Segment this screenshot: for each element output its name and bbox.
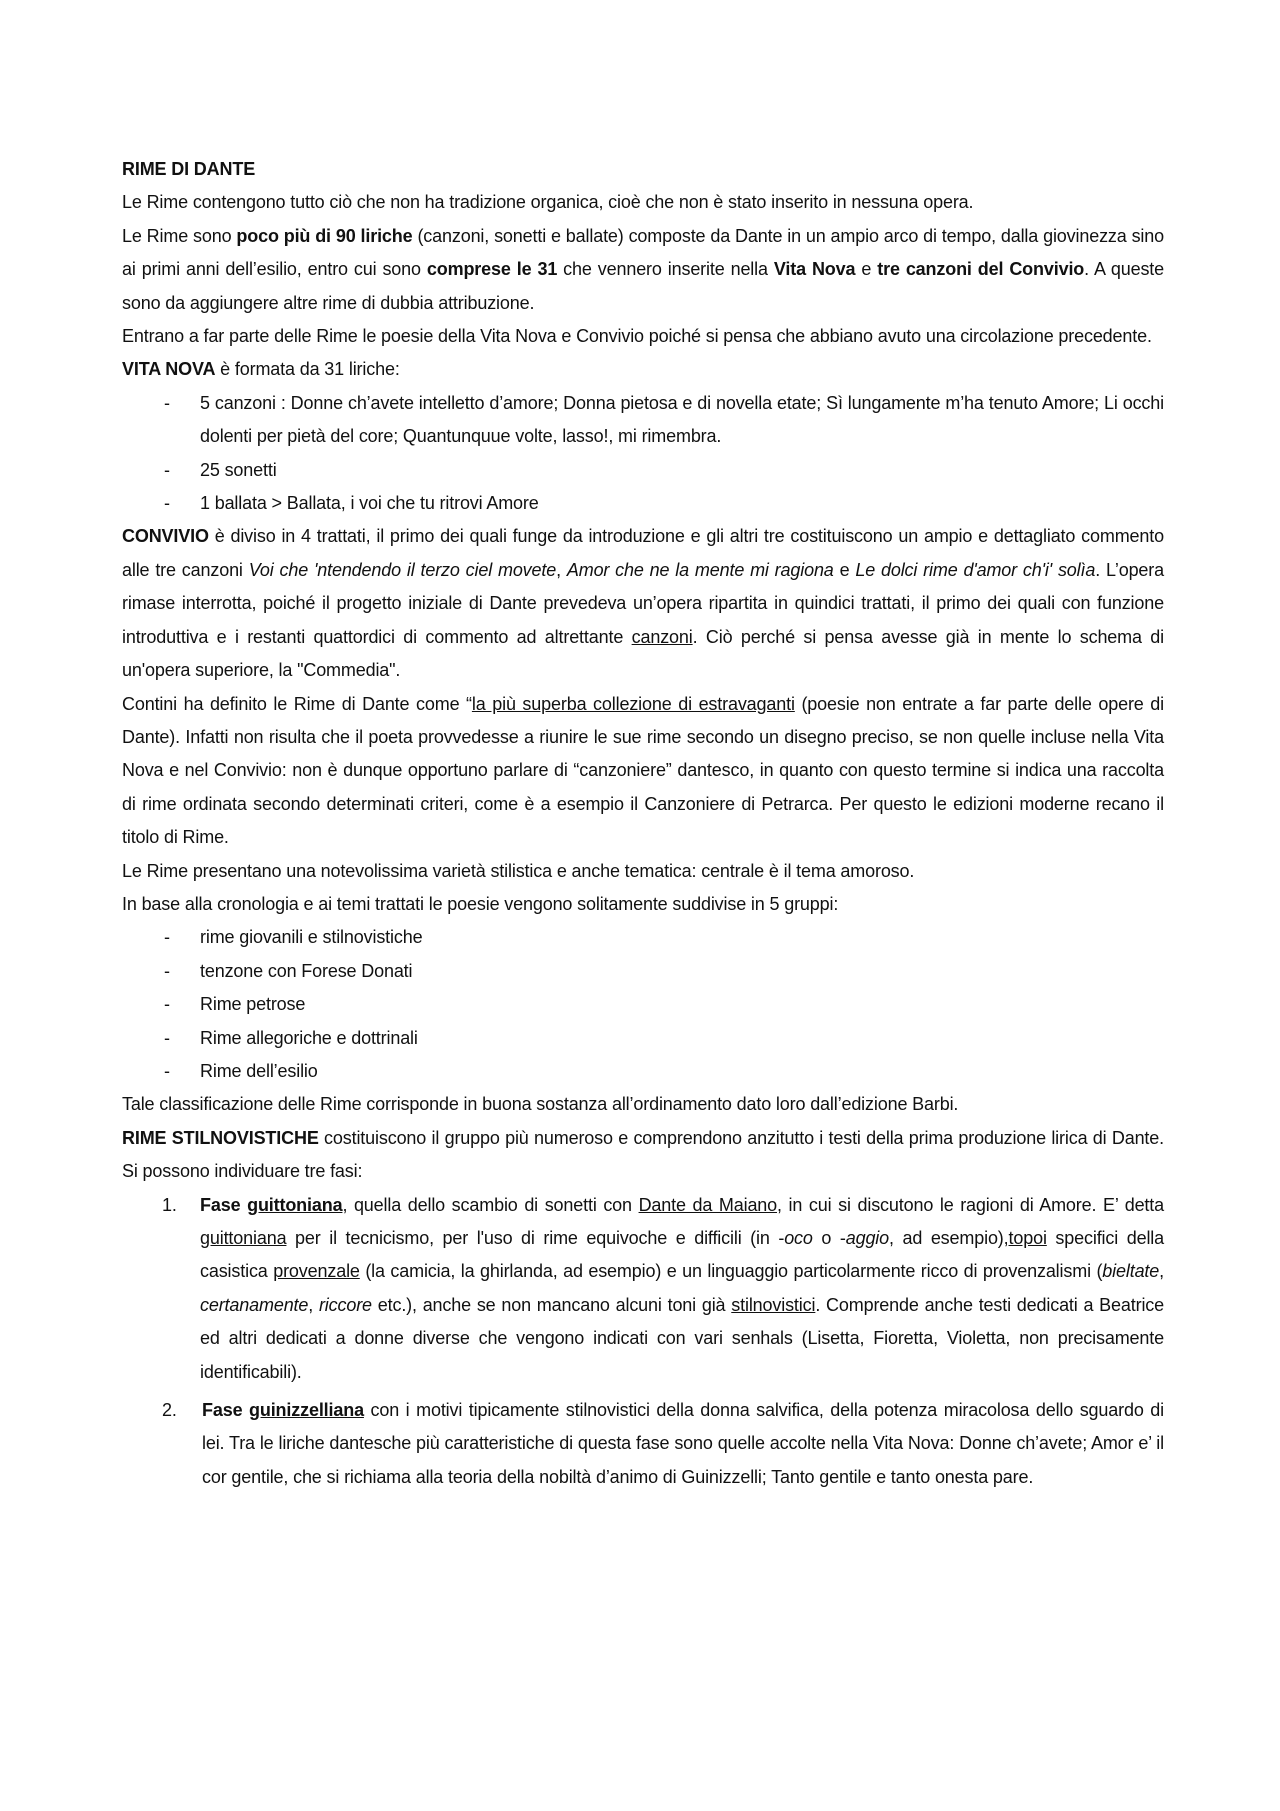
text-run: In base alla cronologia e ai temi trattati le poesie vengono solitamente suddivise in 5 gruppi: [122,893,839,914]
text-run: 1 ballata > Ballata, i voi che tu ritrovi Amore [200,493,539,514]
bold-text: VITA NOVA [122,359,216,380]
paragraph [122,1122,1164,1189]
list-marker: - [164,1060,170,1081]
text-run: . A queste sono da aggiungere altre rime di dubbia attribuzione. [122,259,1165,313]
text-run: Contini ha definito le Rime di Dante come “ [122,693,472,714]
text-run: è diviso in 4 trattati, il primo dei quali funge da introduzione e gli altri tre costituiscono un ampio e dettagliato commento alle tre canzoni [122,526,1164,580]
italic-text: aggio [845,1228,890,1248]
paragraph [122,520,1164,687]
underlined-text: la più superba collezione di estravaganti [471,693,795,714]
text-run: , [556,559,567,580]
italic-text: Le dolci rime d'amor ch'i' solìa [855,559,1096,580]
list-marker: - [164,927,170,948]
bullet-item [122,454,1164,487]
paragraph [122,888,1164,921]
bold-text: Vita Nova [773,259,856,280]
text-run: o - [812,1228,846,1248]
text-run: Le Rime sono [122,225,237,246]
bold-text: comprese le 31 [426,259,558,280]
list-marker: 2. [162,1400,177,1421]
paragraph [122,220,1164,320]
text-run: e [833,559,856,580]
text-run: e [855,259,878,280]
bold-text: guinizzelliana [249,1400,364,1421]
text-run: . L’opera rimase interrotta, poiché il progetto iniziale di Dante prevedeva un’opera ripartita in quindici trattati, il primo dei quali con funzione introduttiva e i restanti quattordici di commento ad altrettante [122,559,1164,647]
text-run: Rime petrose [200,994,306,1015]
bullet-item [122,1055,1164,1088]
paragraph [122,186,1164,219]
text-run: Le Rime presentano una notevolissima varietà stilistica e anche tematica: centrale è il tema amoroso. [122,860,915,881]
paragraph [122,688,1164,855]
bold-text: RIME DI DANTE [122,159,256,179]
text-run: (la camicia, la ghirlanda, ad esempio) e un linguaggio particolarmente ricco di provenzalismi ( [359,1261,1103,1282]
bold-text: guittoniana [247,1194,343,1215]
underlined-text: stilnovistici [731,1294,816,1315]
bold-text: Fase [202,1400,250,1421]
list-marker: 1. [162,1194,177,1215]
text-run: Le Rime contengono tutto ciò che non ha tradizione organica, cioè che non è stato inserito in nessuna opera. [122,192,974,213]
text-run: rime giovanili e stilnovistiche [200,927,423,948]
text-run: costituiscono il gruppo più numeroso e comprendono anzitutto i testi della prima produzione lirica di Dante. Si possono individuare tre fasi: [122,1127,1165,1182]
italic-text: riccore [318,1294,372,1315]
underlined-text: provenzale [273,1261,360,1282]
text-run: che vennero inserite nella [557,259,774,280]
text-run: con i motivi tipicamente stilnovistici della donna salvifica, della potenza miracolosa dello sguardo di lei. Tra le liriche dantesche più caratteristiche di questa fase sono quelle accolte nella Vita Nova: Donne ch’avete; Amor e’ il cor gentile, che si richiama alla teoria della nobiltà d’animo di Guinizzelli; Tanto gentile e tanto onesta pare. [202,1400,1165,1487]
paragraph [122,1088,1164,1121]
text-run: , [1159,1261,1164,1282]
italic-text: certanamente [200,1294,309,1315]
bold-text: poco più di 90 liriche [236,225,413,246]
text-run: (poesie non entrate a far parte delle opere di Dante). Infatti non risulta che il poeta provvedesse a riunire le sue rime secondo un disegno preciso, se non quelle incluse nella Vita Nova e nel Convivio: non è dunque opportuno parlare di “canzoniere” dantesco, in quanto con questo termine si indica una raccolta di rime ordinata secondo determinati criteri, come è a esempio il Canzoniere di Petrarca. Per questo le edizioni moderne recano il titolo di Rime. [122,693,1164,848]
bold-text: RIME STILNOVISTICHE [122,1127,319,1148]
numbered-item [122,1189,1164,1389]
bullet-item [122,1022,1164,1055]
list-marker: - [164,960,170,981]
text-run: , [308,1294,319,1315]
text-run: (canzoni, sonetti e ballate) composte da Dante in un ampio arco di tempo, dalla giovinezza sino ai primi anni dell’esilio, entro cui sono [122,225,1164,280]
bullet-item [122,487,1164,520]
document-title [122,153,1164,186]
italic-text: Amor che ne la mente mi ragiona [566,559,834,580]
bold-text: tre canzoni del Convivio [877,259,1085,280]
underlined-text: topoi [1008,1228,1047,1248]
text-run: è formata da 31 liriche: [215,359,400,380]
text-run: , in cui si discutono le ragioni di Amore. E’ detta [777,1194,1164,1215]
bold-text: CONVIVIO [122,526,209,547]
list-marker: - [164,1027,170,1048]
bold-text: Fase [200,1194,248,1215]
underlined-text: guittoniana [200,1228,287,1248]
text-run: Rime dell’esilio [200,1060,318,1081]
text-run: . Comprende anche testi dedicati a Beatrice ed altri dedicati a donne diverse che vengono indicati con vari senhals (Lisetta, Fioretta, Violetta, non precisamente identificabili). [200,1294,1164,1382]
underlined-text: canzoni [631,626,693,647]
list-marker: - [164,392,170,413]
text-run: Tale classificazione delle Rime corrisponde in buona sostanza all’ordinamento dato loro dall’edizione Barbi. [122,1094,959,1115]
text-run: tenzone con Forese Donati [200,960,413,981]
bullet-item [122,387,1164,454]
bullet-item [122,988,1164,1021]
text-run: etc.), anche se non mancano alcuni toni già [371,1294,732,1315]
list-marker: - [164,459,170,480]
numbered-item [122,1394,1164,1494]
list-marker: - [164,994,170,1015]
paragraph [122,320,1164,353]
document-page [122,153,1164,1494]
bullet-item [122,921,1164,954]
text-run: per il tecnicismo, per l'uso di rime equivoche e difficili (in - [286,1228,785,1248]
text-run: 5 canzoni : Donne ch’avete intelletto d’amore; Donna pietosa e di novella etate; Sì lungamente m’ha tenuto Amore; Li occhi dolenti per pietà del core; Quantunquue volte, lasso!, mi rimembra. [200,392,1164,447]
text-run: 25 sonetti [200,459,277,480]
text-run: , quella dello scambio di sonetti con [342,1194,639,1215]
italic-text: oco [784,1228,813,1248]
text-run: . Ciò perché si pensa avesse già in mente lo schema di un'opera superiore, la "Commedia". [122,626,1164,681]
underlined-text: Dante da Maiano [638,1194,778,1215]
text-run: Entrano a far parte delle Rime le poesie della Vita Nova e Convivio poiché si pensa che abbiano avuto una circolazione precedente. [122,326,1152,347]
list-marker: - [164,493,170,514]
paragraph [122,855,1164,888]
italic-text: bieltate [1102,1261,1160,1282]
paragraph [122,353,1164,386]
bullet-item [122,955,1164,988]
italic-text: Voi che 'ntendendo il terzo ciel movete [248,559,557,580]
text-run: , ad esempio), [889,1228,1009,1248]
text-run: specifici della casistica [200,1228,1164,1282]
text-run: Rime allegoriche e dottrinali [200,1027,418,1048]
